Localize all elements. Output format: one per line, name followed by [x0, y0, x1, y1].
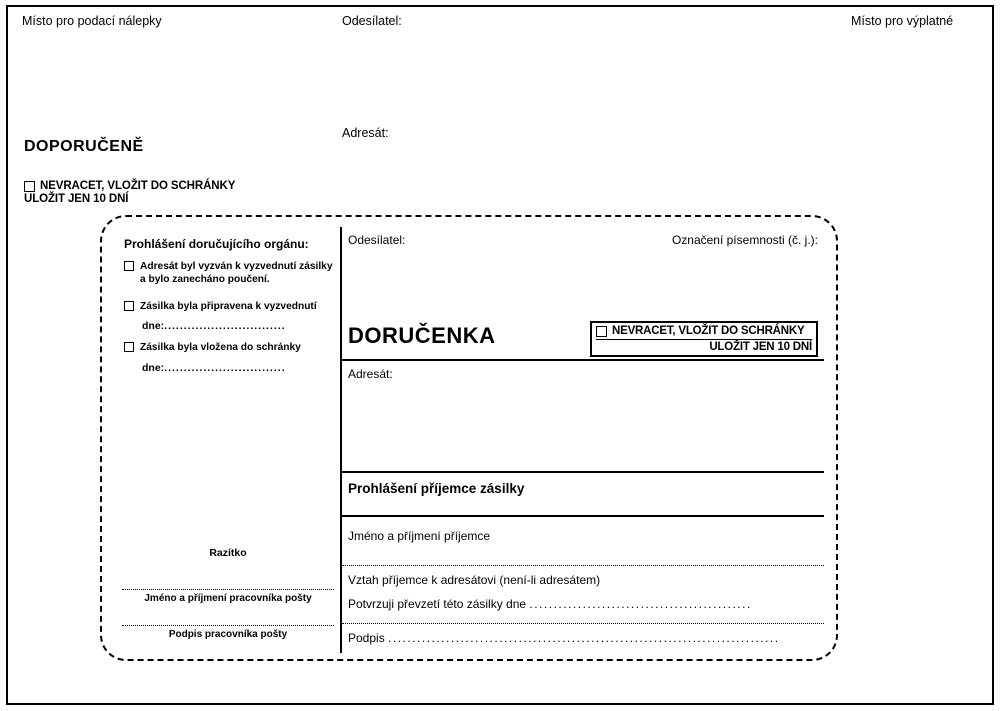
label-podpis-prijemce: Podpis — [348, 631, 385, 645]
divider-above-prohlaseni-prijemce — [342, 471, 824, 473]
dots-dne-1: ............................... — [164, 320, 286, 333]
label-vztah-prijemce: Vztah příjemce k adresátovi (není-li adresátem) — [348, 573, 601, 587]
label-jmeno-prijemce: Jméno a příjmení příjemce — [348, 529, 491, 543]
label-declaration-3: Zásilka byla vložena do schránky — [140, 342, 301, 354]
dots-dne-2: ............................... — [164, 362, 286, 374]
label-nevracet-right-line1: NEVRACET, VLOŽIT DO SCHRÁNKY — [612, 325, 805, 337]
divider-above-adresat — [342, 359, 824, 361]
label-declaration-1: Adresát byl vyzván k vyzvednutí zásilky a bylo zanecháno poučení. — [140, 261, 333, 285]
label-prohlaseni-orgánu: Prohlášení doručujícího orgánu: — [124, 237, 309, 251]
label-potvrzuji-prevzeti: Potvrzuji převzetí této zásilky dne — [348, 597, 527, 611]
declaration-row-3 — [124, 342, 340, 355]
declaration-row-2 — [124, 301, 340, 314]
checkbox-declaration-2[interactable] — [124, 301, 134, 311]
divider-dotted-jmeno-prijemce — [342, 565, 824, 566]
nevracet-block-left — [24, 180, 284, 205]
checkbox-nevracet-left[interactable] — [24, 181, 35, 192]
field-dne-2[interactable] — [142, 362, 340, 374]
label-oznaceni-pisemnosti: Označení písemnosti (č. j.): — [671, 233, 818, 247]
divider-jmeno-pracovnika — [122, 589, 334, 590]
field-jmeno-prijemce[interactable] — [348, 529, 490, 543]
label-jmeno-pracovnika-posty: Jméno a příjmení pracovníka pošty — [144, 593, 312, 604]
label-odesilatel-top: Odesílatel: — [342, 14, 402, 28]
label-adresat-card: Adresát: — [348, 367, 393, 381]
label-doporucene: DOPORUČENĚ — [24, 138, 144, 155]
dots-podpis: ................................................................................. — [388, 631, 780, 645]
label-adresat-top: Adresát: — [342, 126, 389, 140]
label-declaration-2: Zásilka byla připravena k vyzvednutí — [140, 300, 317, 312]
dorucenka-card — [100, 215, 838, 661]
divider-dotted-potvrzuji — [342, 623, 824, 624]
label-odesilatel-card: Odesílatel: — [348, 233, 406, 247]
label-dne-1: dne: — [142, 320, 165, 333]
label-nevracet-left-line2: ULOŽIT JEN 10 DNÍ — [24, 193, 129, 205]
label-misto-pro-vyplatne: Místo pro výplatné — [851, 14, 954, 28]
nevracet-block-right — [590, 321, 818, 357]
label-dne-2: dne: — [142, 362, 165, 374]
label-dorucenka: DORUČENKA — [348, 323, 496, 348]
card-left-column — [116, 229, 340, 649]
declaration-row-1 — [124, 261, 340, 287]
dorucenka-title-row — [342, 323, 824, 363]
label-nevracet-left-line1: NEVRACET, VLOŽIT DO SCHRÁNKY — [40, 180, 236, 192]
label-misto-pro-podaci-nalepky: Místo pro podací nálepky — [22, 14, 162, 28]
label-podpis-pracovnika-posty: Podpis pracovníka pošty — [168, 629, 288, 640]
field-potvrzuji-prevzeti[interactable] — [348, 597, 752, 611]
card-right-column — [342, 227, 824, 653]
label-prohlaseni-prijemce: Prohlášení příjemce zásilky — [348, 481, 525, 496]
checkbox-declaration-3[interactable] — [124, 342, 134, 352]
label-razitko: Razítko — [209, 547, 247, 559]
checkbox-nevracet-right[interactable] — [596, 326, 607, 337]
dots-potvrzuji: .............................................. — [529, 597, 752, 611]
divider-below-prohlaseni-prijemce — [342, 515, 824, 517]
checkbox-declaration-1[interactable] — [124, 261, 134, 271]
divider-podpis-pracovnika — [122, 625, 334, 626]
field-podpis-prijemce[interactable] — [348, 631, 780, 645]
label-nevracet-right-line2: ULOŽIT JEN 10 DNÍ — [596, 339, 812, 353]
field-vztah-prijemce[interactable] — [348, 573, 600, 587]
field-dne-1[interactable] — [142, 320, 340, 332]
